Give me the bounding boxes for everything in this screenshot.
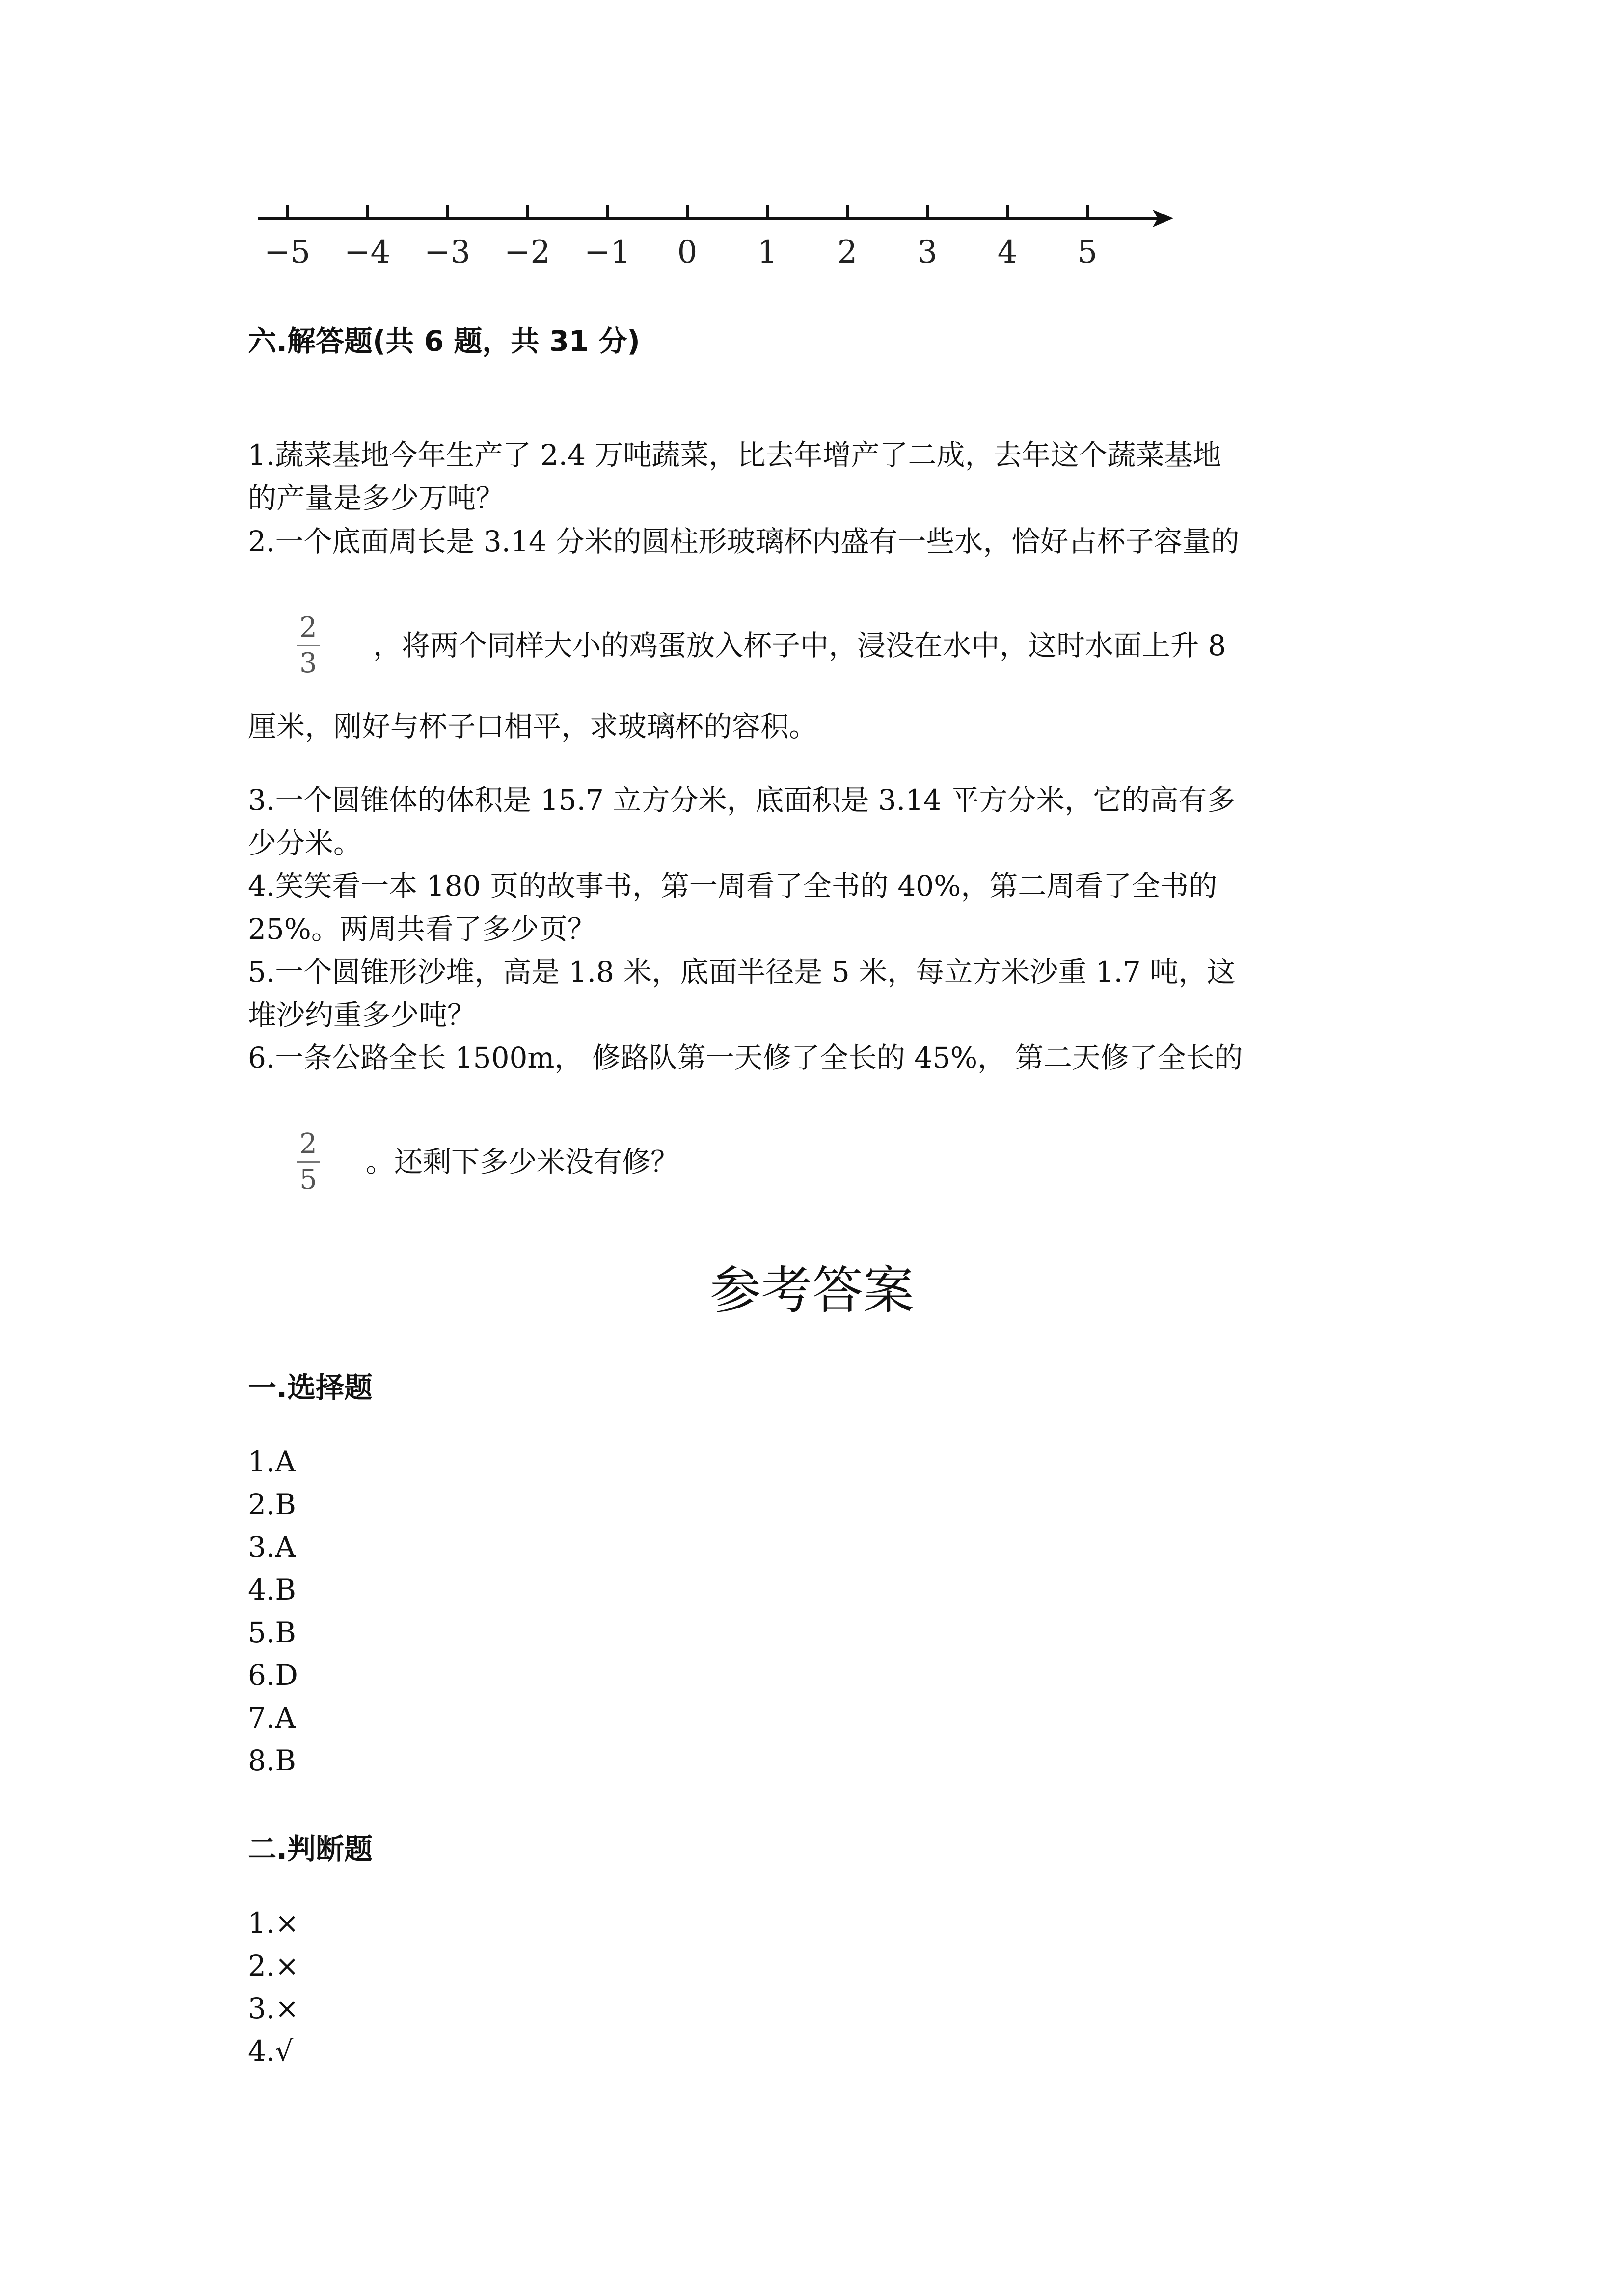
question-6-line-2: 。还剩下多少米没有修？: [366, 1145, 679, 1178]
number-line-tick-label: 2: [837, 234, 858, 270]
answer-choice-4: 4.B: [248, 1573, 296, 1606]
question-5-line-1: 5.一个圆锥形沙堆，高是 1.8 米，底面半径是 5 米，每立方米沙重 1.7 吨，这: [248, 955, 1236, 988]
fraction-numerator: 2: [299, 1128, 317, 1160]
section-heading-true-false: 二.判断题: [248, 1832, 373, 1866]
answer-choice-8: 8.B: [248, 1744, 296, 1777]
number-line-tick-label: 4: [997, 234, 1018, 270]
question-2-line-2: ，将两个同样大小的鸡蛋放入杯子中，浸没在水中，这时水面上升 8: [373, 629, 1226, 662]
answers-title: 参考答案: [709, 1260, 914, 1320]
answer-judge-2: 2.×: [248, 1949, 299, 1982]
number-line-tick-label: −2: [504, 234, 551, 270]
fraction-two-fifths: [294, 1129, 323, 1195]
answer-judge-1: 1.×: [248, 1906, 299, 1940]
fraction-bar: [297, 645, 320, 646]
section-heading-choice: 一.选择题: [248, 1371, 373, 1404]
number-line-tick-label: −4: [344, 234, 391, 270]
question-5-line-2: 堆沙约重多少吨？: [248, 998, 476, 1032]
fraction-numerator: 2: [299, 612, 317, 643]
fraction-denominator: 3: [299, 647, 317, 679]
question-2-line-1: 2.一个底面周长是 3.14 分米的圆柱形玻璃杯内盛有一些水，恰好占杯子容量的: [248, 525, 1240, 558]
answer-choice-1: 1.A: [248, 1445, 296, 1478]
number-line-tick-label: 0: [677, 234, 698, 270]
question-3-line-1: 3.一个圆锥体的体积是 15.7 立方分米，底面积是 3.14 平方分米，它的高有多: [248, 783, 1236, 817]
answer-judge-4: 4.√: [248, 2034, 294, 2068]
number-line: [245, 194, 1178, 282]
fraction-two-thirds: [294, 613, 323, 679]
number-line-tick-label: 1: [757, 234, 778, 270]
answer-choice-5: 5.B: [248, 1616, 296, 1649]
answer-choice-2: 2.B: [248, 1488, 296, 1521]
number-line-tick-label: 3: [917, 234, 938, 270]
number-line-tick-label: 5: [1077, 234, 1098, 270]
number-line-tick-label: −1: [584, 234, 631, 270]
number-line-tick-label: −3: [424, 234, 471, 270]
question-1-line-2: 的产量是多少万吨？: [248, 481, 505, 515]
answer-choice-6: 6.D: [248, 1658, 298, 1692]
answer-choice-3: 3.A: [248, 1530, 296, 1564]
fraction-bar: [297, 1161, 320, 1163]
question-4-line-2: 25%。两周共看了多少页？: [248, 912, 596, 946]
question-1-line-1: 1.蔬菜基地今年生产了 2.4 万吨蔬菜，比去年增产了二成，去年这个蔬菜基地: [248, 438, 1221, 472]
section-heading-answer-questions: 六.解答题(共 6 题，共 31 分): [248, 324, 640, 358]
number-line-tick-label: −5: [264, 234, 311, 270]
fraction-denominator: 5: [299, 1164, 317, 1196]
question-6-line-1: 6.一条公路全长 1500m， 修路队第一天修了全长的 45%， 第二天修了全长的: [248, 1041, 1243, 1074]
answer-judge-3: 3.×: [248, 1992, 299, 2025]
question-4-line-1: 4.笑笑看一本 180 页的故事书，第一周看了全书的 40%，第二周看了全书的: [248, 869, 1218, 903]
question-2-line-3: 厘米，刚好与杯子口相平，求玻璃杯的容积。: [248, 710, 818, 743]
number-line-svg: [245, 194, 1178, 282]
answer-choice-7: 7.A: [248, 1701, 296, 1735]
question-3-line-2: 少分米。: [248, 827, 362, 860]
